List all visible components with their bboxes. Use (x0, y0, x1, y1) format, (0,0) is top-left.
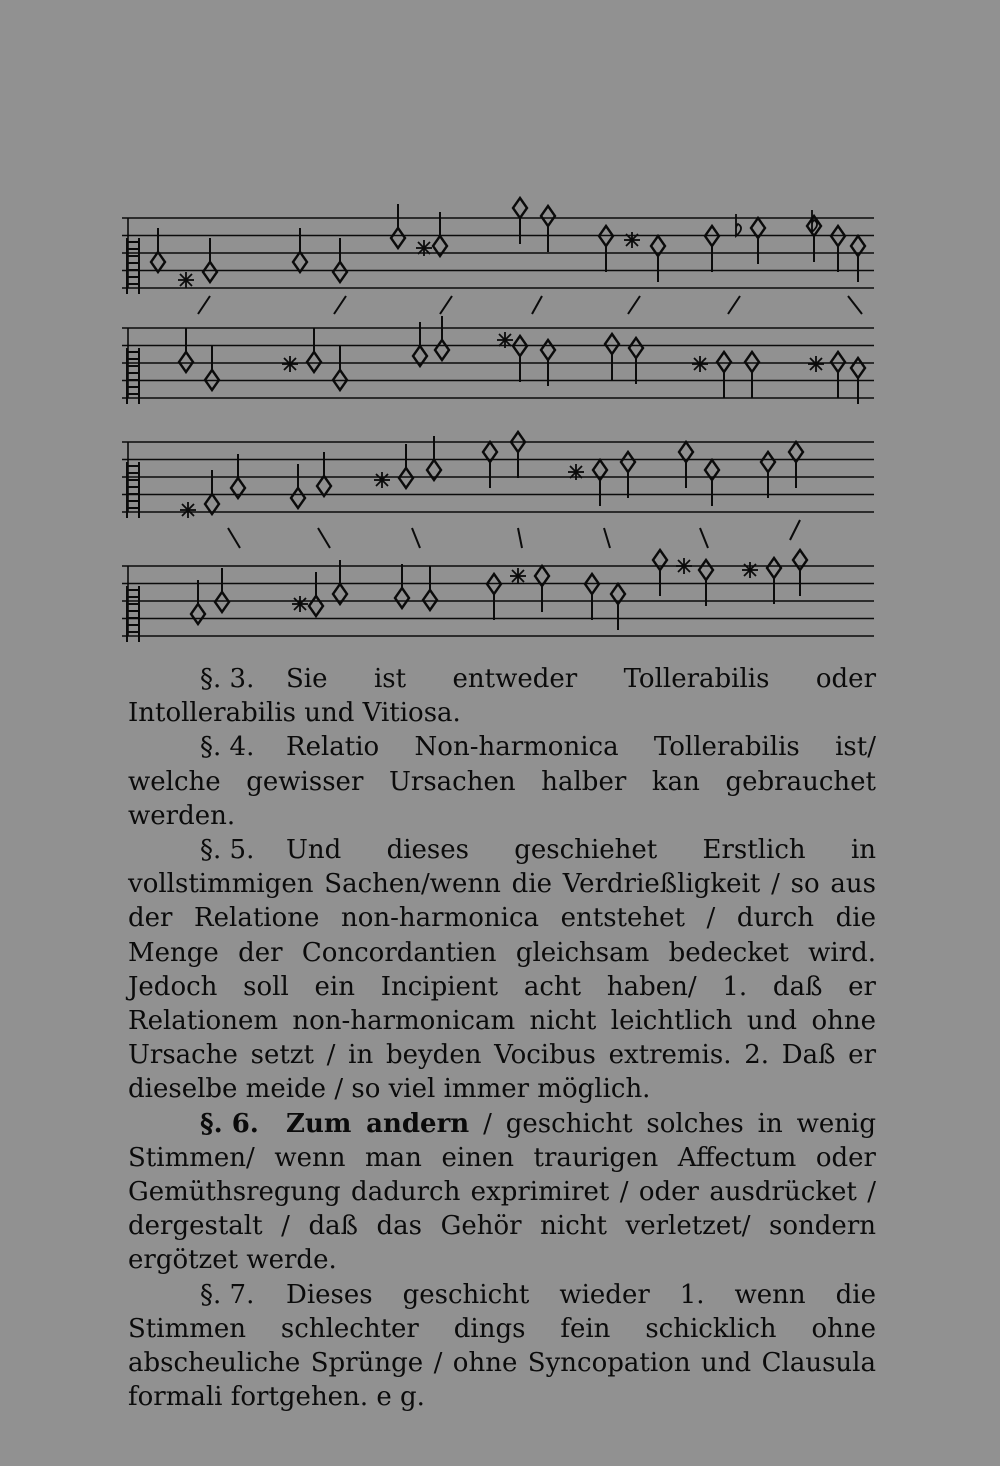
paragraph-4 (128, 730, 876, 833)
note (513, 198, 527, 218)
note (307, 352, 321, 372)
note (317, 476, 331, 496)
note (395, 588, 409, 608)
note (717, 352, 731, 372)
note (435, 340, 449, 360)
relation-line (700, 528, 708, 548)
paragraph-number: §. 5. (200, 835, 255, 866)
relation-line (848, 296, 862, 314)
note (423, 590, 437, 610)
note (203, 262, 217, 282)
note (205, 494, 219, 514)
note (179, 352, 193, 372)
note (653, 550, 667, 570)
relation-line (604, 528, 610, 548)
paragraph-7 (128, 1278, 876, 1415)
note (761, 452, 775, 472)
paragraph-6 (128, 1107, 876, 1278)
paragraph-number: §. 6. (200, 1108, 259, 1139)
relation-line (318, 528, 330, 548)
paragraph-lead: Zum andern (286, 1108, 470, 1139)
music-example (0, 0, 1000, 650)
note (291, 488, 305, 508)
relation-line (334, 296, 346, 314)
relation-line (728, 296, 740, 314)
relation-line (532, 296, 542, 314)
note (621, 452, 635, 472)
paragraph-5 (128, 833, 876, 1107)
note (793, 550, 807, 570)
note (399, 468, 413, 488)
note (309, 596, 323, 616)
relation-line (518, 528, 522, 548)
relation-line (198, 296, 210, 314)
relation-line (628, 296, 640, 314)
note (831, 352, 845, 372)
note (629, 338, 643, 358)
note (541, 206, 555, 226)
paragraph-text: Und dieses geschiehet Erstlich in vollstimmigen Sachen/wenn die Verdrießligkeit / so aus der Relatione non-harmonica entstehet / durch die Menge der Concordantien gleichsam bedecket wird. Jedoch soll ein Incipient acht haben/ 1. daß er Relationem non-harmonicam nicht leichtlich und ohne Ursache setzt / in beyden Vocibus extremis. 2. Daß er dieselbe meide / so viel immer möglich. (128, 835, 876, 1105)
paragraph-3 (128, 662, 876, 730)
note (333, 262, 347, 282)
note (605, 334, 619, 354)
relation-line (412, 528, 420, 548)
note (293, 252, 307, 272)
paragraph-text: Dieses geschicht wieder 1. wenn die Stimmen schlechter dings fein schicklich ohne abscheuliche Sprünge / ohne Syncopation und Clausula formali fortgehen. e g. (128, 1279, 876, 1413)
relation-line (440, 296, 452, 314)
note (767, 558, 781, 578)
paragraph-text: / geschicht solches in wenig Stimmen/ wenn man einen traurigen Affectum oder Gemüthsregung dadurch exprimiret / oder ausdrücket / dergestalt / daß das Gehör nicht verletzet/ sondern ergötzet werde. (128, 1108, 876, 1276)
paragraph-number: §. 3. (200, 664, 255, 694)
note (699, 560, 713, 580)
note (745, 352, 759, 372)
note (851, 358, 865, 378)
relation-line (228, 528, 240, 548)
note (391, 228, 405, 248)
flat-icon (812, 210, 817, 232)
paragraph-number: §. 4. (200, 732, 255, 763)
paragraph-text: Sie ist entweder Tollerabilis oder Intollerabilis und Vitiosa. (128, 664, 876, 729)
note (151, 252, 165, 272)
note (191, 604, 205, 624)
relation-line (790, 520, 800, 540)
note (541, 340, 555, 360)
note (215, 592, 229, 612)
paragraph-text: Relatio Non-harmonica Tollerabilis ist/ welche gewisser Ursachen halber kan gebrauchet werden. (128, 732, 876, 831)
paragraph-number: §. 7. (200, 1279, 255, 1310)
text-body (128, 662, 876, 1414)
